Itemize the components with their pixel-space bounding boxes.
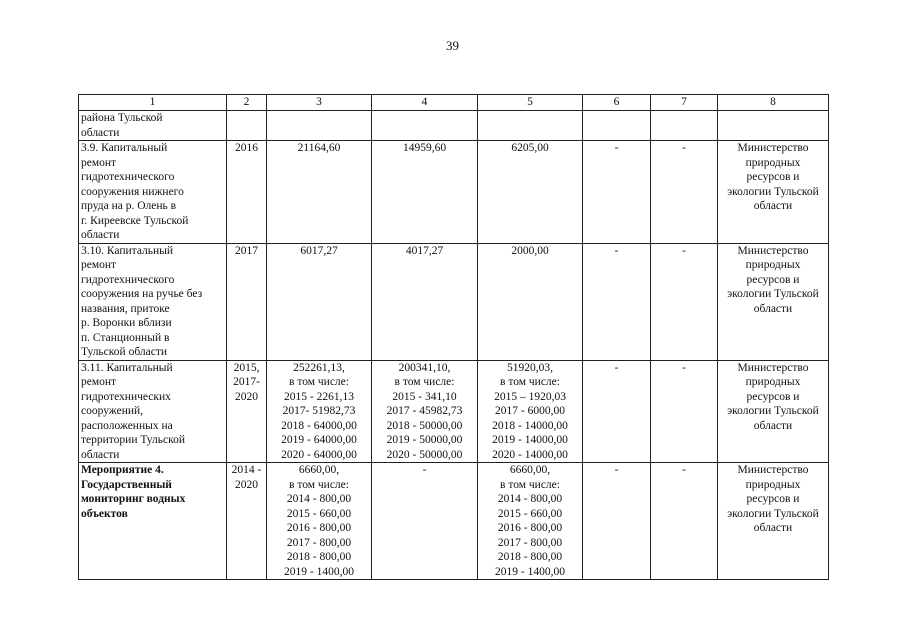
regional-budget-cell-line: -	[422, 464, 427, 476]
year-cell-line: 2017-	[233, 376, 260, 388]
col7-cell	[651, 111, 718, 141]
header-col-1: 1	[79, 95, 227, 111]
activity-name-cell-line: расположенных на	[81, 419, 173, 432]
total-amount-cell-line: 252261,13,	[293, 361, 345, 374]
total-amount-cell	[267, 141, 372, 244]
year-cell	[227, 360, 267, 463]
executor-cell-line: экологии Тульской	[727, 185, 819, 198]
executor-cell-line: Министерство	[737, 464, 809, 476]
federal-budget-cell-line: 2014 - 800,00	[497, 493, 563, 505]
executor-cell-line: природных	[745, 259, 801, 271]
header-col-2: 2	[227, 95, 267, 111]
year-cell-line: 2020	[235, 478, 258, 491]
federal-budget-cell-line: 2019 - 14000,00	[492, 434, 568, 446]
year-cell	[227, 243, 267, 360]
executor-cell-line: экологии Тульской	[727, 288, 819, 300]
executor-cell-line: области	[753, 522, 793, 534]
federal-budget-cell-line: в том числе:	[500, 376, 560, 388]
regional-budget-cell-line: 2017 - 45982,73	[386, 405, 463, 417]
federal-budget-cell-line: в том числе:	[500, 478, 560, 491]
federal-budget-cell-line: 2018 - 800,00	[497, 551, 563, 563]
activity-name-cell-line: ремонт	[81, 259, 117, 271]
federal-budget-cell-line: 2015 – 1920,03	[494, 390, 566, 403]
col7-cell: -	[651, 243, 718, 360]
col6-cell: -	[583, 360, 651, 463]
total-amount-cell-line: 2016 - 800,00	[286, 522, 352, 534]
total-amount-cell-line: 2017- 51982,73	[282, 405, 356, 417]
federal-budget-cell	[478, 360, 583, 463]
activity-name-cell-line: р. Воронки вблизи	[81, 317, 172, 329]
col6-cell: -	[583, 463, 651, 580]
federal-budget-cell-line: 2018 - 14000,00	[492, 419, 568, 432]
federal-budget-cell-line: 2019 - 1400,00	[495, 565, 565, 578]
executor-cell	[718, 243, 829, 360]
header-col-8: 8	[718, 95, 829, 111]
year-cell	[227, 141, 267, 244]
total-amount-cell-line: 2018 - 800,00	[286, 551, 352, 563]
year-cell-line: 2020	[235, 390, 258, 403]
header-col-5: 5	[478, 95, 583, 111]
federal-budget-cell-line: 6660,00,	[509, 464, 551, 476]
total-amount-cell	[267, 243, 372, 360]
total-amount-cell-line: 2015 - 2261,13	[284, 390, 354, 403]
executor-cell-line: области	[753, 302, 793, 315]
activity-name-cell-line: п. Станционный в	[81, 331, 170, 344]
total-amount-cell-line: 2018 - 64000,00	[281, 419, 357, 432]
total-amount-cell	[267, 111, 372, 141]
federal-budget-cell	[478, 141, 583, 244]
executor-cell-line: Министерство	[737, 142, 809, 154]
regional-budget-cell-line: 2019 - 50000,00	[386, 434, 463, 446]
federal-budget-cell-line: 2017 - 6000,00	[495, 405, 565, 417]
col7-cell: -	[651, 463, 718, 580]
executor-cell-line: природных	[745, 156, 801, 169]
table-row	[79, 243, 829, 360]
page-number: 39	[446, 38, 459, 53]
activity-name-cell	[79, 463, 227, 580]
executor-cell-line: ресурсов и	[746, 390, 800, 403]
federal-budget-cell-line: 2015 - 660,00	[497, 507, 563, 520]
executor-cell-line: экологии Тульской	[727, 405, 819, 417]
activity-name-cell-line: ремонт	[81, 376, 117, 388]
federal-budget-cell-line: 2000,00	[511, 244, 549, 257]
activity-name-cell-line: 3.10. Капитальный	[81, 244, 174, 257]
activity-name-cell	[79, 243, 227, 360]
regional-budget-cell	[372, 463, 478, 580]
regional-budget-cell	[372, 243, 478, 360]
executor-cell	[718, 111, 829, 141]
total-amount-cell-line: 2014 - 800,00	[286, 493, 352, 505]
activity-name-cell	[79, 141, 227, 244]
activity-name-cell-line: гидротехнического	[81, 171, 175, 183]
activity-name-cell-line: Мероприятие 4.	[81, 464, 164, 476]
total-amount-cell-line: 2020 - 64000,00	[281, 448, 357, 461]
col6-cell: -	[583, 141, 651, 244]
total-amount-cell-line: 6660,00,	[298, 464, 340, 476]
executor-cell-line: экологии Тульской	[727, 507, 819, 520]
table-row	[79, 111, 829, 141]
total-amount-cell-line: 21164,60	[297, 142, 341, 154]
regional-budget-cell-line: 4017,27	[405, 244, 444, 257]
total-amount-cell-line: 6017,27	[300, 244, 338, 257]
col6-cell: -	[583, 243, 651, 360]
activity-name-cell-line: 3.11. Капитальный	[81, 361, 173, 374]
executor-cell	[718, 360, 829, 463]
activity-name-cell-line: района Тульской	[81, 112, 163, 124]
year-cell	[227, 463, 267, 580]
table-row	[79, 360, 829, 463]
regional-budget-cell-line: 200341,10,	[398, 361, 451, 374]
federal-budget-cell	[478, 111, 583, 141]
activity-name-cell-line: области	[81, 126, 120, 139]
executor-cell-line: Министерство	[737, 244, 809, 257]
activity-name-cell-line: сооружения на ручье без	[81, 288, 203, 300]
activity-name-cell-line: мониторинг водных	[81, 493, 186, 505]
executor-cell-line: ресурсов и	[746, 273, 800, 286]
col7-cell: -	[651, 141, 718, 244]
activity-name-cell-line: сооружения нижнего	[81, 185, 184, 198]
regional-budget-cell-line: 2018 - 50000,00	[386, 419, 463, 432]
col6-cell	[583, 111, 651, 141]
activity-name-cell	[79, 360, 227, 463]
executor-cell-line: природных	[745, 478, 801, 491]
program-table	[78, 94, 829, 580]
executor-cell-line: природных	[745, 376, 801, 388]
activity-name-cell-line: названия, притоке	[81, 302, 170, 315]
regional-budget-cell-line: в том числе:	[394, 376, 455, 388]
activity-name-cell-line: области	[81, 448, 120, 461]
executor-cell-line: области	[753, 419, 793, 432]
year-cell-line: 2014 -	[231, 464, 262, 476]
executor-cell	[718, 141, 829, 244]
total-amount-cell	[267, 463, 372, 580]
total-amount-cell-line: 2015 - 660,00	[286, 507, 352, 520]
regional-budget-cell	[372, 111, 478, 141]
year-cell-line: 2017	[235, 244, 258, 257]
activity-name-cell-line: гидротехнического	[81, 273, 175, 286]
activity-name-cell-line: пруда на р. Олень в	[81, 200, 177, 212]
header-row	[79, 95, 829, 111]
executor-cell-line: ресурсов и	[746, 171, 800, 183]
year-cell-line: 2015,	[233, 361, 260, 374]
activity-name-cell-line: Тульской области	[81, 346, 168, 358]
activity-name-cell-line: объектов	[81, 507, 128, 520]
federal-budget-cell	[478, 463, 583, 580]
regional-budget-cell-line: 2015 - 341,10	[392, 390, 457, 403]
table-row	[79, 463, 829, 580]
header-col-7: 7	[651, 95, 718, 111]
total-amount-cell-line: в том числе:	[289, 376, 349, 388]
executor-cell	[718, 463, 829, 580]
col7-cell: -	[651, 360, 718, 463]
federal-budget-cell-line: 2017 - 800,00	[497, 536, 563, 549]
regional-budget-cell	[372, 360, 478, 463]
activity-name-cell-line: области	[81, 229, 120, 241]
header-col-6: 6	[583, 95, 651, 111]
total-amount-cell-line: 2019 - 1400,00	[284, 565, 354, 578]
header-col-3: 3	[267, 95, 372, 111]
federal-budget-cell-line: 2020 - 14000,00	[492, 448, 568, 461]
regional-budget-cell-line: 2020 - 50000,00	[386, 448, 463, 461]
executor-cell-line: ресурсов и	[746, 493, 800, 505]
total-amount-cell-line: 2019 - 64000,00	[281, 434, 357, 446]
federal-budget-cell-line: 51920,03,	[507, 361, 553, 374]
activity-name-cell	[79, 111, 227, 141]
executor-cell-line: области	[753, 200, 793, 212]
total-amount-cell-line: 2017 - 800,00	[286, 536, 352, 549]
federal-budget-cell-line: 2016 - 800,00	[497, 522, 563, 534]
total-amount-cell-line: в том числе:	[289, 478, 349, 491]
regional-budget-cell-line: 14959,60	[402, 142, 447, 154]
federal-budget-cell-line: 6205,00	[511, 142, 549, 154]
year-cell	[227, 111, 267, 141]
total-amount-cell	[267, 360, 372, 463]
federal-budget-cell	[478, 243, 583, 360]
table-row	[79, 141, 829, 244]
table-body	[79, 111, 829, 580]
year-cell-line: 2016	[235, 142, 258, 154]
activity-name-cell-line: 3.9. Капитальный	[81, 142, 168, 154]
executor-cell-line: Министерство	[737, 361, 809, 374]
activity-name-cell-line: г. Киреевске Тульской	[81, 214, 189, 227]
activity-name-cell-line: гидротехнических	[81, 390, 171, 403]
regional-budget-cell	[372, 141, 478, 244]
activity-name-cell-line: территории Тульской	[81, 434, 186, 446]
header-col-4: 4	[372, 95, 478, 111]
activity-name-cell-line: Государственный	[81, 478, 172, 491]
activity-name-cell-line: ремонт	[81, 156, 117, 169]
activity-name-cell-line: сооружений,	[81, 405, 144, 417]
